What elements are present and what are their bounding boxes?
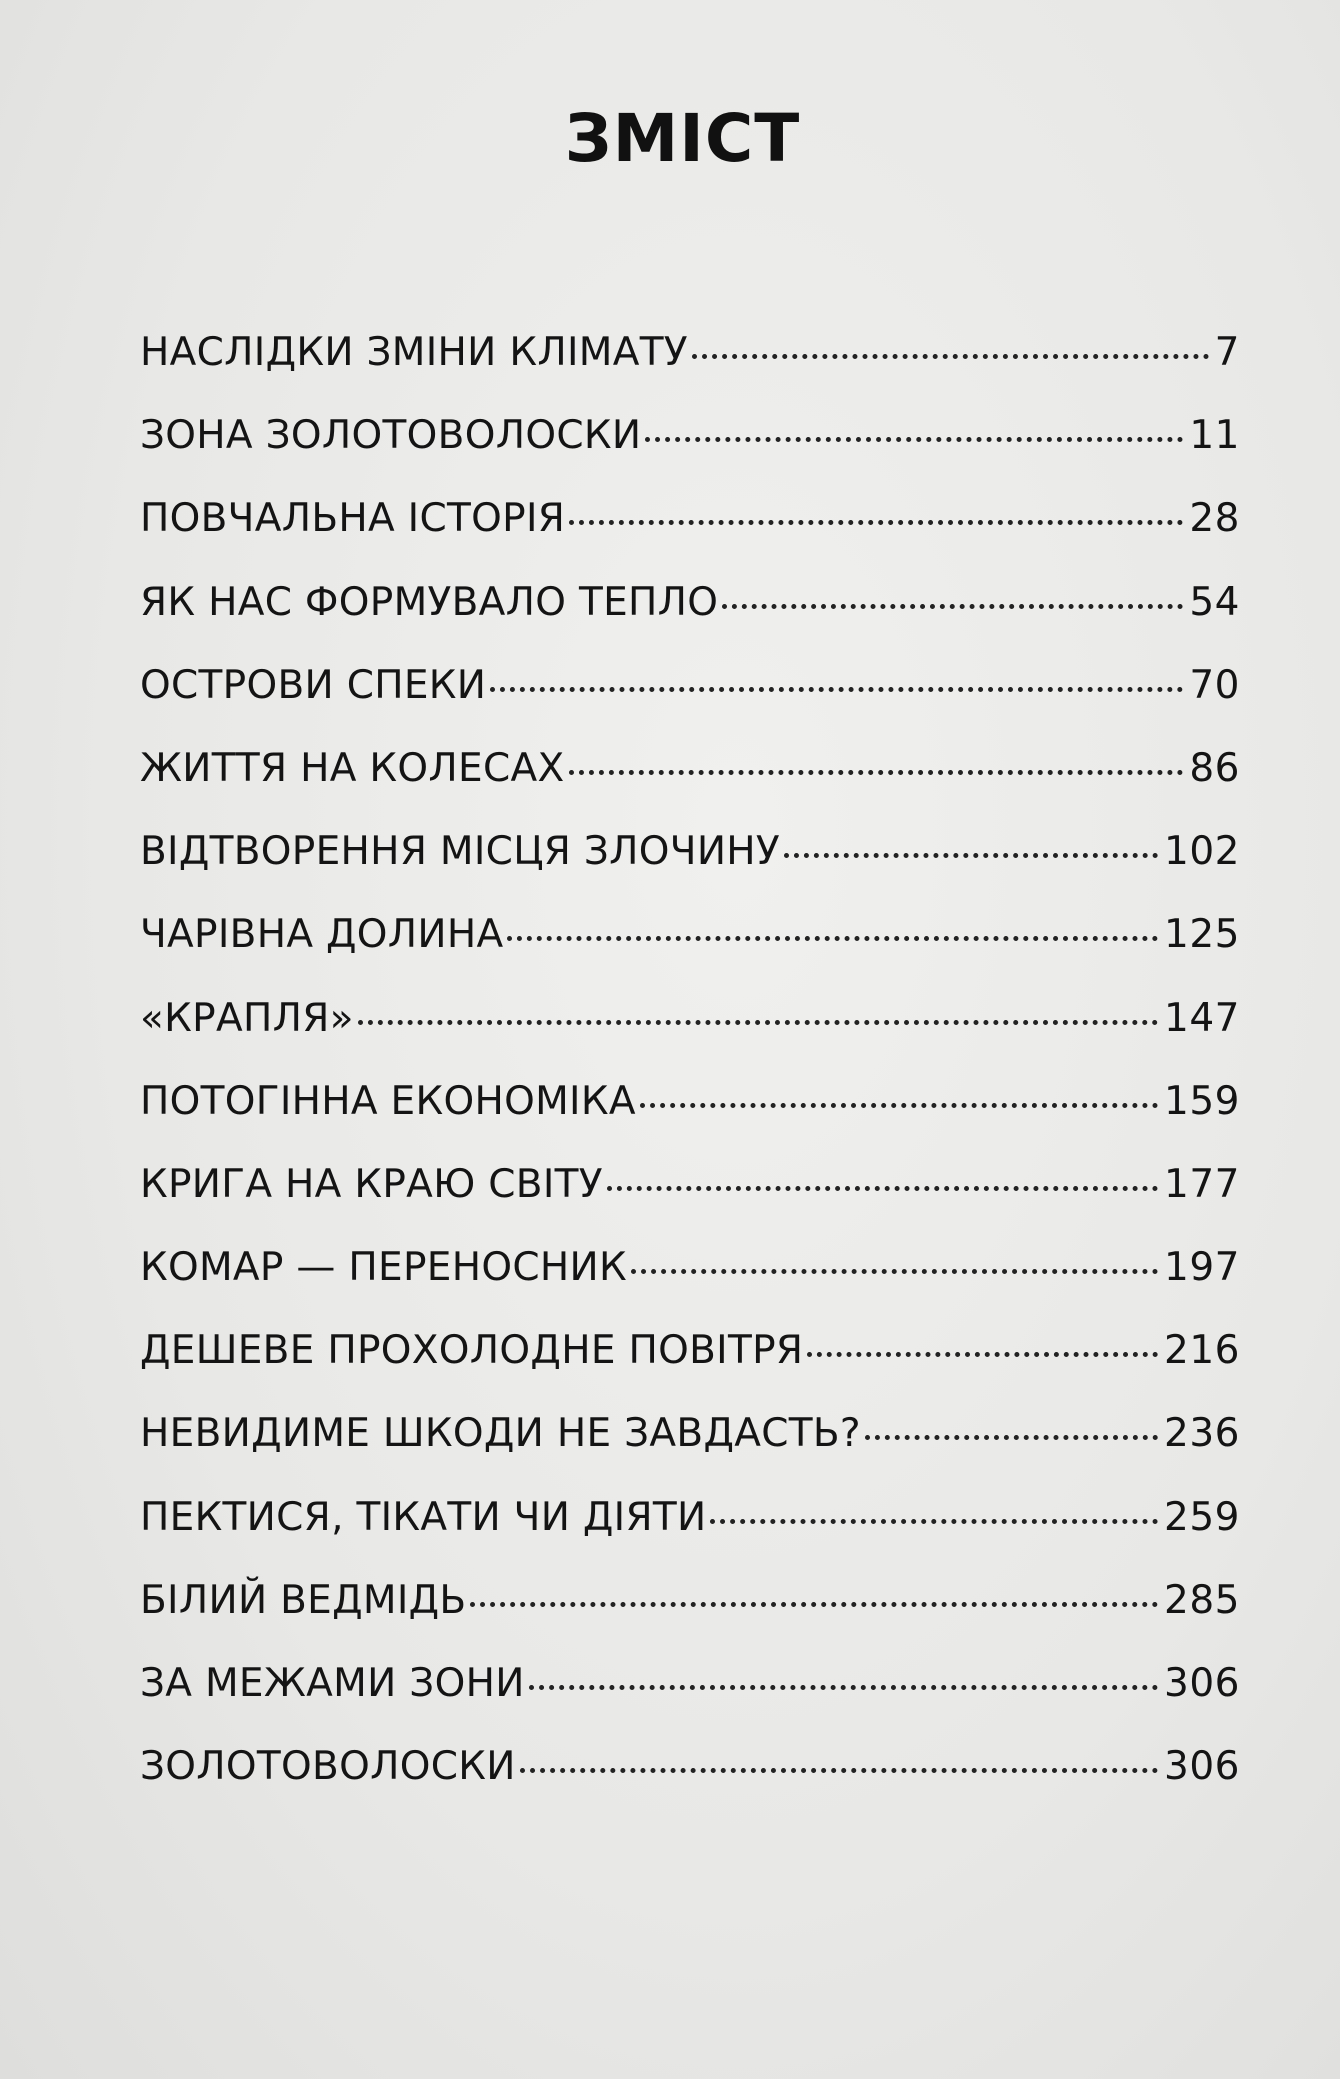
table-of-contents xyxy=(140,330,1240,1827)
toc-entry-title: ЯК НАС ФОРМУВАЛО ТЕПЛО xyxy=(140,579,719,625)
dot-leader xyxy=(529,1685,1158,1690)
toc-entry-title: ПЕКТИСЯ, ТІКАТИ ЧИ ДІЯТИ xyxy=(140,1494,707,1540)
toc-entry-page: 236 xyxy=(1164,1411,1240,1457)
toc-entry-page: 147 xyxy=(1164,995,1240,1041)
dot-leader xyxy=(569,770,1184,775)
toc-entry-page: 216 xyxy=(1164,1328,1240,1374)
toc-entry-page: 177 xyxy=(1164,1161,1240,1207)
dot-leader xyxy=(710,1519,1158,1524)
toc-entry[interactable] xyxy=(140,1162,1240,1245)
toc-entry[interactable] xyxy=(140,496,1240,579)
toc-entry-title: ЗОЛОТОВОЛОСКИ xyxy=(140,1744,516,1790)
toc-entry-title: ЗА МЕЖАМИ ЗОНИ xyxy=(140,1661,525,1706)
toc-entry-title: БІЛИЙ ВЕДМІДЬ xyxy=(140,1577,467,1623)
dot-leader xyxy=(865,1435,1158,1440)
toc-entry-title: ПОВЧАЛЬНА ІСТОРІЯ xyxy=(140,496,566,542)
toc-entry-page: 306 xyxy=(1164,1744,1240,1790)
toc-entry-page: 7 xyxy=(1214,330,1240,375)
toc-entry-page: 159 xyxy=(1164,1078,1240,1124)
toc-entry-page: 285 xyxy=(1164,1577,1240,1623)
dot-leader xyxy=(520,1768,1158,1773)
toc-entry[interactable] xyxy=(140,1744,1240,1827)
toc-entry-title: ПОТОГІННА ЕКОНОМІКА xyxy=(140,1078,636,1124)
toc-entry[interactable] xyxy=(140,1495,1240,1578)
toc-entry-title: КОМАР — ПЕРЕНОСНИК xyxy=(140,1245,627,1291)
toc-entry[interactable] xyxy=(140,912,1240,995)
toc-entry[interactable] xyxy=(140,1328,1240,1411)
toc-entry-title: ЖИТТЯ НА КОЛЕСАХ xyxy=(140,745,565,791)
toc-entry-page: 54 xyxy=(1189,579,1240,625)
toc-entry-page: 306 xyxy=(1164,1661,1240,1706)
toc-entry-page: 102 xyxy=(1164,829,1240,875)
dot-leader xyxy=(784,853,1158,858)
toc-entry[interactable] xyxy=(140,1079,1240,1162)
dot-leader xyxy=(722,604,1183,609)
toc-entry-title: «КРАПЛЯ» xyxy=(140,995,354,1041)
toc-entry[interactable] xyxy=(140,413,1240,496)
dot-leader xyxy=(470,1602,1158,1607)
dot-leader xyxy=(607,1186,1158,1191)
dot-leader xyxy=(640,1103,1158,1108)
toc-entry[interactable] xyxy=(140,1661,1240,1744)
toc-entry[interactable] xyxy=(140,996,1240,1079)
toc-entry-page: 197 xyxy=(1164,1245,1240,1291)
dot-leader xyxy=(631,1269,1158,1274)
toc-entry-title: ВІДТВОРЕННЯ МІСЦЯ ЗЛОЧИНУ xyxy=(140,829,780,875)
page-title: ЗМІСТ xyxy=(564,100,801,177)
dot-leader xyxy=(490,687,1183,692)
toc-entry[interactable] xyxy=(140,1411,1240,1494)
toc-entry-page: 259 xyxy=(1164,1494,1240,1540)
toc-entry-title: ЧАРІВНА ДОЛИНА xyxy=(140,912,504,958)
dot-leader xyxy=(645,437,1183,442)
dot-leader xyxy=(507,936,1158,941)
toc-entry[interactable] xyxy=(140,663,1240,746)
toc-entry[interactable] xyxy=(140,829,1240,912)
toc-entry-title: ЗОНА ЗОЛОТОВОЛОСКИ xyxy=(140,413,642,459)
toc-entry-page: 125 xyxy=(1164,912,1240,958)
toc-entry[interactable] xyxy=(140,746,1240,829)
toc-entry-title: ОСТРОВИ СПЕКИ xyxy=(140,662,487,708)
toc-entry-page: 70 xyxy=(1189,662,1240,708)
toc-entry-title: НЕВИДИМЕ ШКОДИ НЕ ЗАВДАСТЬ? xyxy=(140,1411,861,1457)
toc-entry-title: КРИГА НА КРАЮ СВІТУ xyxy=(140,1161,603,1207)
dot-leader xyxy=(358,1020,1158,1025)
dot-leader xyxy=(807,1352,1158,1357)
toc-entry-page: 28 xyxy=(1189,496,1240,542)
toc-entry[interactable] xyxy=(140,330,1240,413)
toc-entry-page: 86 xyxy=(1189,745,1240,791)
toc-entry-page: 11 xyxy=(1189,413,1240,459)
toc-entry-title: ДЕШЕВЕ ПРОХОЛОДНЕ ПОВІТРЯ xyxy=(140,1328,804,1374)
dot-leader xyxy=(569,520,1183,525)
toc-entry[interactable] xyxy=(140,580,1240,663)
toc-entry[interactable] xyxy=(140,1245,1240,1328)
toc-entry-title: НАСЛІДКИ ЗМІНИ КЛІМАТУ xyxy=(140,330,688,375)
toc-entry[interactable] xyxy=(140,1578,1240,1661)
dot-leader xyxy=(692,354,1209,359)
